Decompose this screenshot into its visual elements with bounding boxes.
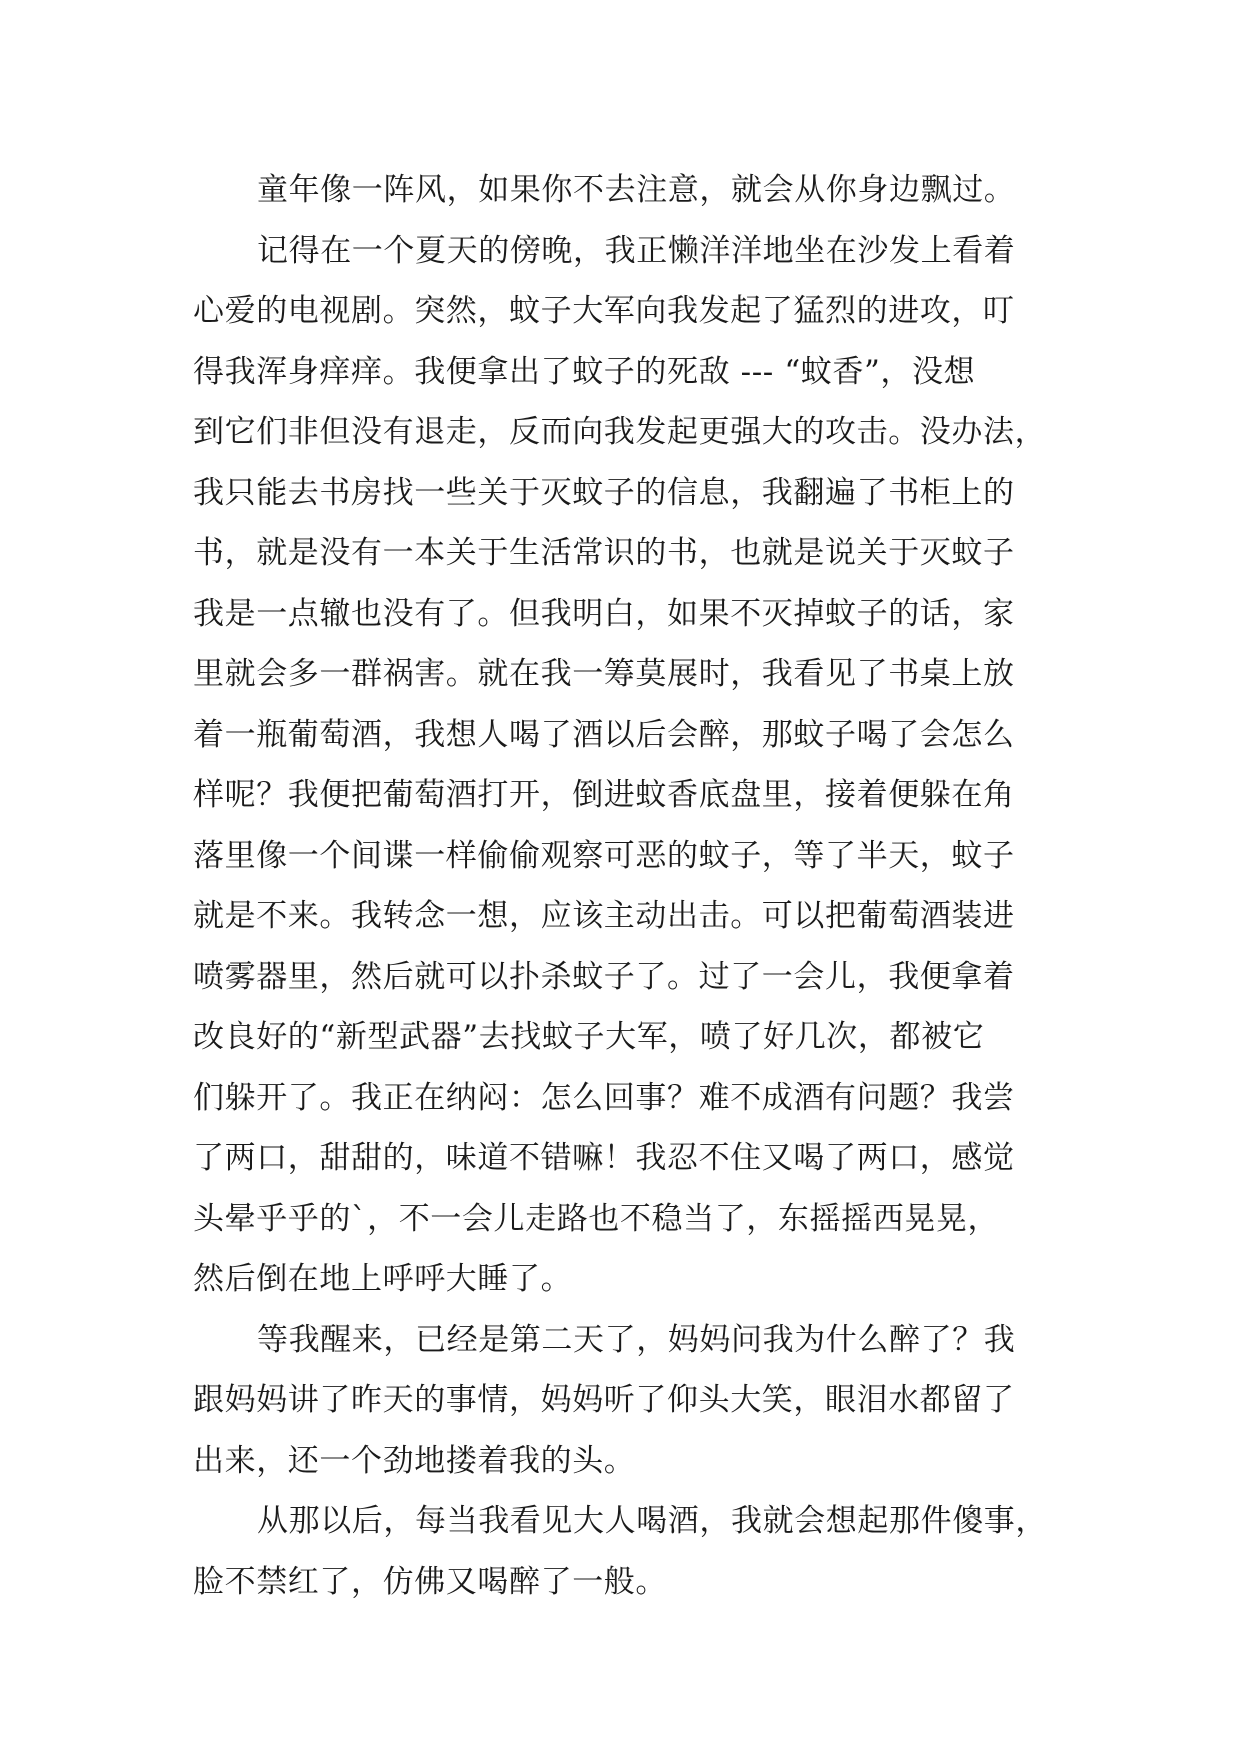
text-line: 得我浑身痒痒。我便拿出了蚊子的死敌 --- “蚊香”，没想 bbox=[193, 353, 976, 390]
text-line: 喷雾器里，然后就可以扑杀蚊子了。过了一会儿，我便拿着 bbox=[193, 958, 1015, 995]
text-line: 着一瓶葡萄酒，我想人喝了酒以后会醉，那蚊子喝了会怎么 bbox=[193, 716, 1015, 753]
text-line: 改良好的“新型武器”去找蚊子大军，喷了好几次，都被它 bbox=[193, 1019, 985, 1055]
text-line: 心爱的电视剧。突然，蚊子大军向我发起了猛烈的进攻，叮 bbox=[193, 293, 1015, 329]
text-line: 然后倒在地上呼呼大睡了。 bbox=[193, 1261, 573, 1297]
text-line: 就是不来。我转念一想，应该主动出击。可以把葡萄酒装进 bbox=[193, 898, 1015, 934]
text-line: 等我醒来，已经是第二天了，妈妈问我为什么醉了？我 bbox=[257, 1321, 1016, 1358]
text-line: 样呢？我便把葡萄酒打开，倒进蚊香底盘里，接着便躲在角 bbox=[193, 777, 1015, 813]
text-line: 我只能去书房找一些关于灭蚊子的信息，我翻遍了书柜上的 bbox=[193, 474, 1015, 511]
text-line: 童年像一阵风，如果你不去注意，就会从你身边飘过。 bbox=[257, 172, 1016, 208]
text-line: 我是一点辙也没有了。但我明白，如果不灭掉蚊子的话，家 bbox=[193, 595, 1015, 632]
document-body bbox=[193, 160, 1053, 1612]
text-line: 落里像一个间谍一样偷偷观察可恶的蚊子，等了半天，蚊子 bbox=[193, 837, 1015, 874]
text-line: 书，就是没有一本关于生活常识的书，也就是说关于灭蚊子 bbox=[193, 535, 1015, 571]
text-line: 们躲开了。我正在纳闷：怎么回事？难不成酒有问题？我尝 bbox=[193, 1079, 1015, 1116]
text-line: 了两口，甜甜的，味道不错嘛！我忍不住又喝了两口，感觉 bbox=[193, 1140, 1015, 1176]
text-line: 从那以后，每当我看见大人喝酒，我就会想起那件傻事， bbox=[257, 1503, 1047, 1539]
text-line: 到它们非但没有退走，反而向我发起更强大的攻击。没办法， bbox=[193, 414, 1047, 450]
text-line: 跟妈妈讲了昨天的事情，妈妈听了仰头大笑，眼泪水都留了 bbox=[193, 1382, 1015, 1418]
text-line: 记得在一个夏天的傍晚，我正懒洋洋地坐在沙发上看着 bbox=[257, 232, 1016, 269]
text-line: 里就会多一群祸害。就在我一筹莫展时，我看见了书桌上放 bbox=[193, 656, 1015, 692]
text-line: 出来，还一个劲地搂着我的头。 bbox=[193, 1442, 636, 1479]
text-line: 头晕乎乎的`，不一会儿走路也不稳当了，东摇摇西晃晃， bbox=[193, 1200, 1000, 1237]
text-line: 脸不禁红了，仿佛又喝醉了一般。 bbox=[193, 1563, 667, 1600]
